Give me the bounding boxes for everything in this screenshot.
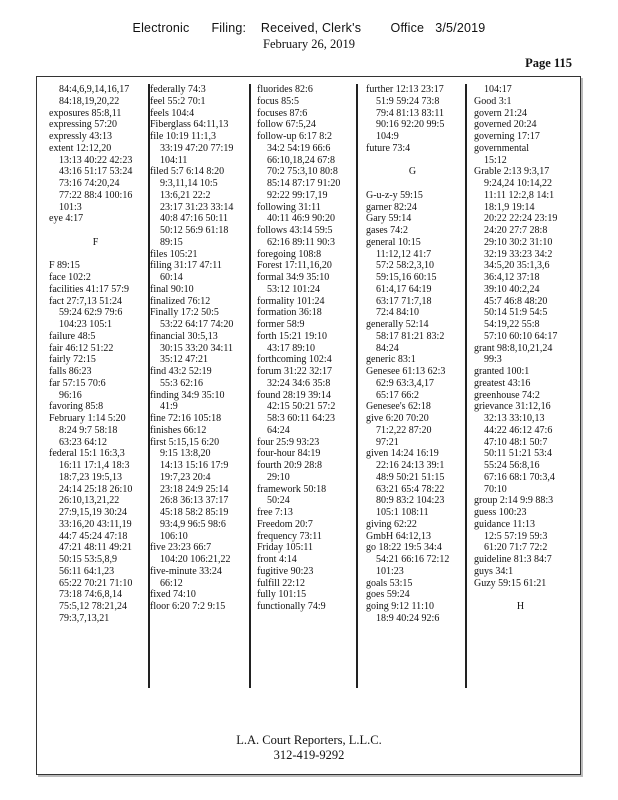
- index-entry-line: Fiberglass 64:11,13: [150, 119, 229, 131]
- index-entry-line: files 105:21: [150, 248, 198, 260]
- index-entry-line: G-u-z-y 59:15: [366, 189, 423, 201]
- index-entry-line: 43:17 89:10: [267, 342, 316, 354]
- index-entry-line: Guzy 59:15 61:21: [474, 577, 547, 589]
- index-entry-line: 67:16 68:1 70:3,4: [484, 471, 555, 483]
- index-entry-line: going 9:12 11:10: [366, 601, 434, 612]
- index-entry-line: 72:4 84:10: [376, 307, 420, 319]
- index-entry-line: granted 100:1: [474, 366, 530, 377]
- index-entry-line: 19:7,23 20:4: [160, 471, 211, 483]
- index-entry-line: 24:14 25:18 26:10: [59, 483, 133, 495]
- index-entry-line: 35:12 47:21: [160, 354, 209, 366]
- index-entry-line: 80:9 83:2 104:23: [376, 495, 445, 507]
- index-entry-line: 11:11 12:2,8 14:1: [484, 189, 555, 201]
- footer-phone: 312-419-9292: [273, 748, 345, 762]
- index-entry-line: 59:24 62:9 79:6: [59, 307, 123, 319]
- index-entry-line: 84:24: [376, 342, 399, 354]
- index-column-4: [366, 84, 467, 688]
- index-entry-line: fine 72:16 105:18: [150, 413, 222, 424]
- index-entry-line: former 58:9: [257, 319, 305, 330]
- index-entry-line: front 4:14: [257, 554, 297, 565]
- index-entry-line: 66:10,18,24 67:8: [267, 154, 336, 166]
- index-entry-line: gases 74:2: [366, 225, 408, 236]
- index-entry-line: 34:2 54:19 66:6: [267, 142, 331, 154]
- index-entry-line: GmbH 64:12,13: [366, 530, 431, 542]
- index-entry-line: [49, 225, 148, 237]
- index-entry-line: 50:15 53:5,8,9: [59, 554, 118, 565]
- index-entry-line: far 57:15 70:6: [49, 377, 106, 389]
- index-entry-line: 97:21: [376, 436, 399, 448]
- index-entry-line: 29:10: [267, 471, 290, 483]
- index-entry-line: 32:19 33:23 34:2: [484, 248, 553, 260]
- index-entry-line: extent 12:12,20: [49, 142, 112, 154]
- index-entry-line: 101:23: [376, 565, 404, 577]
- index-entry-line: finding 34:9 35:10: [150, 389, 225, 401]
- index-entry-line: follows 43:14 59:5: [257, 225, 333, 236]
- index-entry-line: 26:10,13,21,22: [59, 495, 120, 507]
- index-entry-line: 32:24 34:6 35:8: [267, 377, 331, 389]
- index-entry-line: Gary 59:14: [366, 213, 412, 225]
- index-entry-line: finishes 66:12: [150, 424, 207, 436]
- index-entry-line: 77:22 88:4 100:16: [59, 189, 133, 201]
- index-entry-line: 64:24: [267, 424, 290, 436]
- index-entry-line: 57:10 60:10 64:17: [484, 330, 558, 342]
- index-entry-line: feels 104:4: [150, 107, 195, 119]
- index-entry-line: 65:17 66:2: [376, 389, 420, 401]
- index-entry-line: 50:11 51:21 53:4: [484, 448, 552, 460]
- index-entry-line: four 25:9 93:23: [257, 436, 320, 448]
- index-entry-line: 20:22 22:24 23:19: [484, 213, 558, 225]
- index-entry-line: garner 82:24: [366, 201, 417, 213]
- index-entry-line: found 28:19 39:14: [257, 389, 331, 401]
- index-entry-line: five 23:23 66:7: [150, 542, 212, 554]
- filing-stamp-line: Electronic Filing: Received, Clerk's Office 3/5/2019: [132, 21, 486, 35]
- index-entry-line: [366, 155, 465, 167]
- index-entry-line: 44:7 45:24 47:18: [59, 530, 128, 542]
- index-entry-line: 34:5,20 35:1,3,6: [484, 260, 550, 272]
- index-letter-heading: H: [516, 601, 525, 612]
- index-entry-line: fully 101:15: [257, 589, 307, 601]
- index-entry-line: fixed 74:10: [150, 589, 196, 601]
- index-entry-line: 18:9 40:24 92:6: [376, 612, 440, 624]
- index-entry-line: free 7:13: [257, 507, 293, 518]
- index-entry-line: 50:14 51:9 54:5: [484, 307, 548, 319]
- index-entry-line: 85:14 87:17 91:20: [267, 178, 341, 189]
- index-entry-line: greatest 43:16: [474, 377, 531, 389]
- index-entry-line: 13:13 40:22 42:23: [59, 154, 133, 166]
- index-entry-line: 104:17: [484, 84, 512, 95]
- index-entry-line: 63:21 65:4 78:22: [376, 483, 445, 495]
- index-entry-line: 12:5 57:19 59:3: [484, 530, 548, 542]
- index-entry-line: Good 3:1: [474, 95, 512, 107]
- index-entry-line: 40:11 46:9 90:20: [267, 213, 335, 225]
- index-entry-line: 39:10 40:2,24: [484, 283, 540, 295]
- index-entry-line: guess 100:23: [474, 507, 527, 518]
- index-entry-line: 45:18 58:2 85:19: [160, 507, 229, 518]
- index-entry-line: 79:4 81:13 83:11: [376, 107, 444, 119]
- index-entry-line: feel 55:2 70:1: [150, 95, 206, 107]
- index-entry-line: filed 5:7 6:14 8:20: [150, 166, 225, 178]
- index-entry-line: 47:10 48:1 50:7: [484, 436, 548, 448]
- index-entry-line: 93:4,9 96:5 98:6: [160, 518, 226, 530]
- index-entry-line: generic 83:1: [366, 354, 416, 366]
- index-entry-line: first 5:15,15 6:20: [150, 436, 220, 448]
- index-entry-line: formation 36:18: [257, 307, 322, 319]
- index-entry-line: 71:2,22 87:20: [376, 424, 432, 436]
- index-entry-line: 47:21 48:11 49:21: [59, 542, 132, 554]
- index-entry-line: 104:11: [160, 154, 188, 166]
- index-entry-line: 43:16 51:17 53:24: [59, 166, 133, 178]
- index-entry-line: facilities 41:17 57:9: [49, 283, 129, 295]
- index-entry-line: falls 86:23: [49, 366, 92, 377]
- index-entry-line: group 2:14 9:9 88:3: [474, 495, 554, 507]
- index-entry-line: 29:10 30:2 31:10: [484, 236, 553, 248]
- index-entry-line: 84:4,6,9,14,16,17: [59, 84, 130, 95]
- index-entry-line: governed 20:24: [474, 119, 537, 131]
- index-column-2: [150, 84, 251, 688]
- index-entry-line: 61:20 71:7 72:2: [484, 542, 548, 554]
- index-entry-line: governmental: [474, 142, 529, 154]
- index-entry-line: 9:24,24 10:14,22: [484, 178, 553, 189]
- index-entry-line: forthcoming 102:4: [257, 354, 332, 366]
- index-entry-line: 14:13 15:16 17:9: [160, 460, 229, 471]
- index-entry-line: 105:1 108:11: [376, 507, 429, 518]
- index-entry-line: 30:15 33:20 34:11: [160, 342, 233, 354]
- index-entry-line: Genesee 61:13 62:3: [366, 366, 446, 377]
- index-entry-line: future 73:4: [366, 142, 411, 154]
- index-entry-line: further 12:13 23:17: [366, 84, 444, 95]
- index-entry-line: given 14:24 16:19: [366, 448, 439, 460]
- index-entry-line: Finally 17:2 50:5: [150, 307, 219, 319]
- index-entry-line: expressly 43:13: [49, 131, 113, 142]
- index-entry-line: fulfill 22:12: [257, 577, 306, 589]
- index-entry-line: 104:23 105:1: [59, 319, 113, 330]
- index-entry-line: 99:3: [484, 354, 502, 366]
- index-entry-line: 84:18,19,20,22: [59, 95, 120, 107]
- index-entry-line: 65:22 70:21 71:10: [59, 577, 133, 589]
- index-entry-line: 8:24 9:7 58:18: [59, 424, 118, 436]
- index-entry-line: foregoing 108:8: [257, 248, 322, 260]
- index-entry-line: fugitive 90:23: [257, 565, 314, 577]
- index-entry-line: 51:9 59:24 73:8: [376, 95, 440, 107]
- index-entry-line: find 43:2 52:19: [150, 366, 212, 377]
- index-entry-line: 56:11 64:1,23: [59, 565, 115, 577]
- index-entry-line: 90:16 92:20 99:5: [376, 119, 445, 131]
- index-letter-heading: F: [92, 236, 99, 248]
- index-entry-line: Genesee's 62:18: [366, 401, 431, 413]
- index-entry-line: guys 34:1: [474, 565, 514, 577]
- index-entry-line: follow-up 6:17 8:2: [257, 131, 332, 142]
- index-entry-line: 50:12 56:9 61:18: [160, 225, 229, 236]
- index-entry-line: govern 21:24: [474, 107, 528, 119]
- index-entry-line: governing 17:17: [474, 131, 540, 142]
- index-entry-line: forum 31:22 32:17: [257, 366, 332, 377]
- index-entry-line: failure 48:5: [49, 330, 96, 342]
- index-entry-line: 70:2 75:3,10 80:8: [267, 166, 338, 178]
- index-entry-line: 40:8 47:16 50:11: [160, 213, 228, 225]
- index-column-1: [49, 84, 150, 688]
- index-entry-line: Grable 2:13 9:3,17: [474, 166, 550, 178]
- index-entry-line: four-hour 84:19: [257, 448, 321, 460]
- index-entry-line: 104:20 106:21,22: [160, 554, 231, 565]
- index-entry-line: 54:21 66:16 72:12: [376, 554, 450, 565]
- index-entry-line: 9:15 13:8,20: [160, 448, 211, 460]
- index-entry-line: 58:17 81:21 83:2: [376, 330, 445, 342]
- index-entry-line: 48:9 50:21 51:15: [376, 471, 445, 483]
- index-entry-line: fair 46:12 51:22: [49, 342, 114, 354]
- index-entry-line: 13:6,21 22:2: [160, 189, 211, 201]
- index-entry-line: 16:11 17:1,4 18:3: [59, 460, 130, 471]
- index-entry-line: guideline 81:3 84:7: [474, 554, 552, 565]
- index-entry-line: 15:12: [484, 154, 507, 166]
- index-entry-line: 33:19 47:20 77:19: [160, 142, 234, 154]
- index-entry-line: goals 53:15: [366, 577, 413, 589]
- index-entry-line: general 10:15: [366, 236, 421, 248]
- index-entry-line: goes 59:24: [366, 589, 410, 601]
- index-entry-line: give 6:20 70:20: [366, 413, 429, 424]
- index-entry-line: [366, 178, 465, 190]
- index-entry-line: 63:23 64:12: [59, 436, 108, 448]
- index-entry-line: forth 15:21 19:10: [257, 330, 327, 342]
- index-entry-line: financial 30:5,13: [150, 330, 218, 342]
- index-entry-line: 58:3 60:11 64:23: [267, 413, 335, 424]
- index-entry-line: fourth 20:9 28:8: [257, 460, 322, 471]
- index-entry-line: face 102:2: [49, 272, 91, 283]
- index-entry-line: final 90:10: [150, 283, 194, 295]
- index-column-5: [474, 84, 573, 688]
- index-entry-line: 96:16: [59, 389, 82, 401]
- index-entry-line: 101:3: [59, 201, 82, 213]
- index-entry-line: 41:9: [160, 401, 178, 413]
- index-entry-line: 70:10: [484, 483, 507, 495]
- index-entry-line: grant 98:8,10,21,24: [474, 342, 553, 354]
- index-entry-line: 92:22 99:17,19: [267, 189, 328, 201]
- index-entry-line: greenhouse 74:2: [474, 389, 540, 401]
- index-entry-line: 53:12 101:24: [267, 283, 321, 295]
- index-entry-line: 44:22 46:12 47:6: [484, 424, 553, 436]
- index-entry-line: 75:5,12 78:21,24: [59, 601, 128, 612]
- index-entry-line: 54:19,22 55:8: [484, 319, 540, 330]
- index-entry-line: 26:8 36:13 37:17: [160, 495, 229, 507]
- index-entry-line: 45:7 46:8 48:20: [484, 295, 548, 307]
- index-entry-line: 23:17 31:23 33:14: [160, 201, 234, 213]
- index-entry-line: 18:7,23 19:5,13: [59, 471, 123, 483]
- index-entry-line: 73:18 74:6,8,14: [59, 589, 123, 601]
- index-entry-line: 22:16 24:13 39:1: [376, 460, 445, 471]
- index-entry-line: framework 50:18: [257, 483, 327, 495]
- index-entry-line: frequency 73:11: [257, 530, 322, 542]
- index-entry-line: [49, 249, 148, 261]
- index-entry-line: 79:3,7,13,21: [59, 612, 110, 624]
- index-entry-line: 11:12,12 41:7: [376, 248, 432, 260]
- index-entry-line: 60:14: [160, 272, 183, 283]
- index-entry-line: floor 6:20 7:2 9:15: [150, 601, 226, 612]
- footer-company: L.A. Court Reporters, L.L.C.: [236, 733, 382, 747]
- page-number: Page 115: [525, 56, 572, 70]
- filing-date: February 26, 2019: [263, 37, 355, 51]
- index-entry-line: 55:24 56:8,16: [484, 460, 540, 471]
- index-entry-line: formality 101:24: [257, 295, 325, 307]
- index-entry-line: Freedom 20:7: [257, 518, 313, 530]
- index-entry-line: 66:12: [160, 577, 183, 589]
- index-entry-line: favoring 85:8: [49, 401, 104, 413]
- index-entry-line: federal 15:1 16:3,3: [49, 448, 125, 460]
- index-entry-line: 62:16 89:11 90:3: [267, 236, 335, 248]
- index-entry-line: generally 52:14: [366, 319, 429, 330]
- index-entry-line: 53:22 64:17 74:20: [160, 319, 234, 330]
- index-entry-line: 106:10: [160, 530, 188, 542]
- index-entry-line: 62:9 63:3,4,17: [376, 377, 435, 389]
- index-entry-line: 33:16,20 43:11,19: [59, 518, 132, 530]
- index-entry-line: 27:9,15,19 30:24: [59, 507, 128, 518]
- index-entry-line: focuses 87:6: [257, 107, 308, 119]
- index-column-3: [257, 84, 358, 688]
- index-entry-line: 89:15: [160, 236, 183, 248]
- index-entry-line: finalized 76:12: [150, 295, 211, 307]
- index-entry-line: formal 34:9 35:10: [257, 272, 330, 283]
- index-entry-line: expressing 57:20: [49, 119, 118, 131]
- index-entry-line: fluorides 82:6: [257, 84, 313, 95]
- index-entry-line: federally 74:3: [150, 84, 206, 95]
- index-entry-line: F 89:15: [49, 260, 80, 272]
- index-entry-line: giving 62:22: [366, 518, 417, 530]
- index-entry-line: 24:20 27:7 28:8: [484, 225, 548, 236]
- index-entry-line: fact 27:7,13 51:24: [49, 295, 123, 307]
- index-entry-line: guidance 11:13: [474, 518, 536, 530]
- index-entry-line: 18:1,9 19:14: [484, 201, 535, 213]
- index-entry-line: eye 4:17: [49, 213, 84, 225]
- index-entry-line: February 1:14 5:20: [49, 413, 126, 424]
- index-entry-line: [474, 589, 573, 601]
- index-entry-line: 23:18 24:9 25:14: [160, 483, 229, 495]
- index-entry-line: 50:24: [267, 495, 290, 507]
- index-entry-line: five-minute 33:24: [150, 565, 222, 577]
- index-entry-line: follow 67:5,24: [257, 119, 316, 131]
- index-entry-line: following 31:11: [257, 201, 321, 213]
- index-entry-line: 32:13 33:10,13: [484, 413, 545, 424]
- index-entry-line: 36:4,12 37:18: [484, 272, 540, 283]
- index-entry-line: exposures 85:8,11: [49, 107, 122, 119]
- index-entry-line: functionally 74:9: [257, 601, 326, 612]
- index-entry-line: filing 31:17 47:11: [150, 260, 222, 272]
- index-entry-line: file 10:19 11:1,3: [150, 131, 217, 142]
- index-entry-line: 57:2 58:2,3,10: [376, 260, 435, 272]
- index-entry-line: fairly 72:15: [49, 354, 96, 366]
- index-entry-line: 59:15,16 60:15: [376, 272, 437, 283]
- index-entry-line: 42:15 50:21 57:2: [267, 401, 336, 413]
- index-entry-line: 55:3 62:16: [160, 377, 204, 389]
- index-entry-line: 9:3,11,14 10:5: [160, 178, 218, 189]
- index-entry-line: 61:4,17 64:19: [376, 283, 432, 295]
- index-entry-line: 63:17 71:7,18: [376, 295, 432, 307]
- index-letter-heading: G: [408, 166, 417, 178]
- index-entry-line: go 18:22 19:5 34:4: [366, 542, 442, 554]
- index-entry-line: focus 85:5: [257, 95, 299, 107]
- index-entry-line: 104:9: [376, 131, 399, 142]
- index-entry-line: Forest 17:11,16,20: [257, 260, 332, 272]
- index-entry-line: 73:16 74:20,24: [59, 178, 120, 189]
- index-entry-line: grievance 31:12,16: [474, 401, 551, 413]
- index-entry-line: Friday 105:11: [257, 542, 314, 554]
